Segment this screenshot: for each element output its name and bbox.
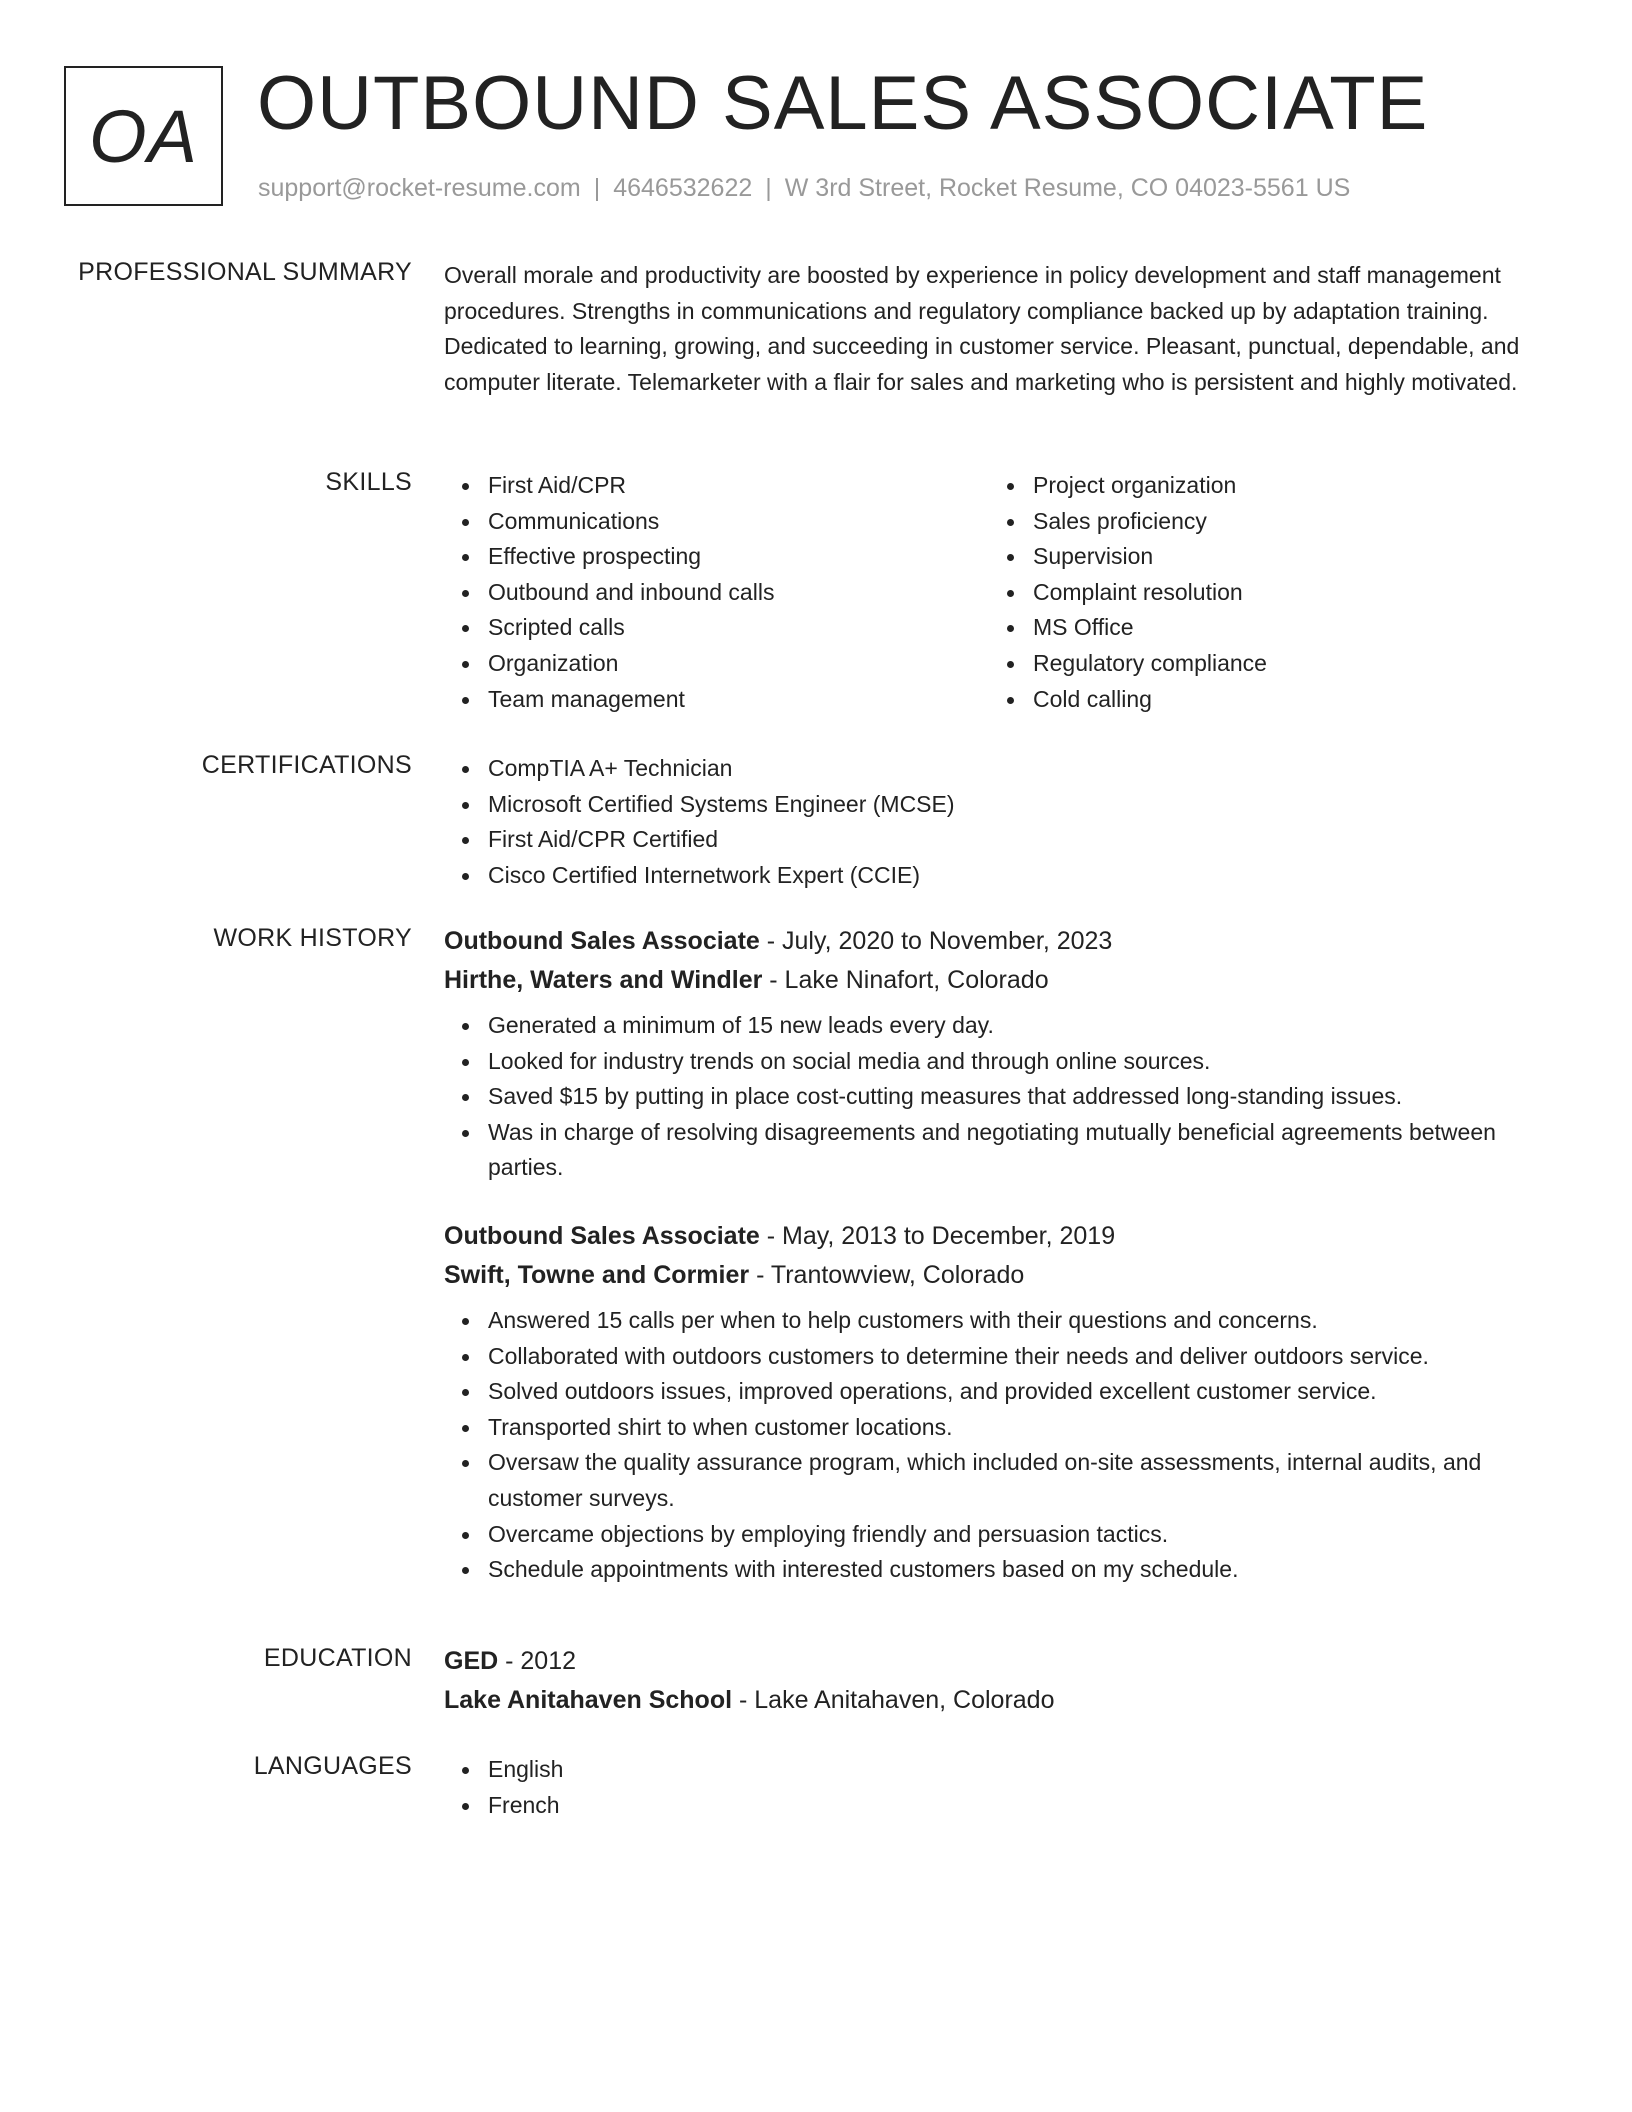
languages-list <box>444 1752 1562 1823</box>
skills-list-left <box>444 468 989 717</box>
job-bullet: Looked for industry trends on social media and through online sources. <box>444 1044 1562 1080</box>
employer-location: - Lake Ninafort, Colorado <box>762 966 1049 994</box>
skills-list-right <box>989 468 1534 717</box>
employer-location: - Trantowview, Colorado <box>749 1260 1025 1289</box>
section-heading: EDUCATION <box>263 1644 412 1672</box>
job-bullet: Solved outdoors issues, improved operations, and provided excellent customer service. <box>444 1374 1562 1410</box>
skill-item: Organization <box>444 646 989 682</box>
section-heading: SKILLS <box>325 468 412 496</box>
certification-item: Cisco Certified Internetwork Expert (CCIE) <box>444 858 1562 894</box>
section-heading: LANGUAGES <box>253 1752 412 1780</box>
contact-email: support@rocket-resume.com <box>258 174 581 202</box>
job-title: Outbound Sales Associate <box>444 1221 760 1250</box>
degree-year: - 2012 <box>498 1647 577 1675</box>
skill-item: Complaint resolution <box>989 575 1534 611</box>
job-bullet: Answered 15 calls per when to help customers with their questions and concerns. <box>444 1303 1562 1339</box>
skill-item: Communications <box>444 504 989 540</box>
candidate-name: OUTBOUND SALES ASSOCIATE <box>257 61 1429 146</box>
skill-item: First Aid/CPR <box>444 468 989 504</box>
job-bullet: Collaborated with outdoors customers to determine their needs and deliver outdoors service. <box>444 1339 1562 1375</box>
job-bullets <box>444 1303 1562 1588</box>
section-heading: CERTIFICATIONS <box>201 751 412 779</box>
certifications-list <box>444 751 1562 893</box>
employer-name: Swift, Towne and Cormier <box>444 1260 750 1289</box>
skill-item: Cold calling <box>989 682 1534 718</box>
skill-item: Sales proficiency <box>989 504 1534 540</box>
monogram-badge: OA <box>64 66 223 206</box>
skill-item: Project organization <box>989 468 1534 504</box>
school-location: - Lake Anitahaven, Colorado <box>732 1686 1055 1714</box>
degree-name: GED <box>444 1647 499 1675</box>
certification-item: CompTIA A+ Technician <box>444 751 1562 787</box>
contact-address: W 3rd Street, Rocket Resume, CO 04023-5561 US <box>784 174 1351 202</box>
skill-item: Scripted calls <box>444 610 989 646</box>
job-entry <box>444 922 1562 1186</box>
language-item: English <box>444 1752 1562 1788</box>
skill-item: Supervision <box>989 539 1534 575</box>
language-item: French <box>444 1788 1562 1824</box>
job-bullet: Was in charge of resolving disagreements and negotiating mutually beneficial agreements between parties. <box>444 1115 1562 1186</box>
certification-item: First Aid/CPR Certified <box>444 822 1562 858</box>
degree-line <box>444 1642 1562 1681</box>
skill-item: Outbound and inbound calls <box>444 575 989 611</box>
job-bullet: Schedule appointments with interested customers based on my schedule. <box>444 1552 1562 1588</box>
resume-header <box>64 61 1564 216</box>
job-bullet: Saved $15 by putting in place cost-cutting measures that addressed long-standing issues. <box>444 1079 1562 1115</box>
section-heading: WORK HISTORY <box>213 924 412 952</box>
job-title: Outbound Sales Associate <box>444 927 760 955</box>
job-bullets <box>444 1008 1562 1186</box>
job-entry <box>444 1217 1562 1588</box>
section-heading: PROFESSIONAL SUMMARY <box>78 258 412 286</box>
job-bullet: Transported shirt to when customer locations. <box>444 1410 1562 1446</box>
skill-item: Regulatory compliance <box>989 646 1534 682</box>
skill-item: Team management <box>444 682 989 718</box>
contact-separator: | <box>593 174 601 202</box>
school-name: Lake Anitahaven School <box>444 1686 733 1714</box>
job-title-line <box>444 1217 1562 1256</box>
contact-phone: 4646532622 <box>613 174 753 202</box>
contact-line <box>258 174 1350 203</box>
employer-line <box>444 961 1562 1000</box>
skill-item: MS Office <box>989 610 1534 646</box>
school-line <box>444 1681 1562 1720</box>
summary-text: Overall morale and productivity are boosted by experience in policy development and staff management procedures. Strengths in communications and regulatory compliance backed up by adaptation training. Dedicated to learning, growing, and succeeding in customer service. Pleasant, punctual, dependable, and computer literate. Telemarketer with a flair for sales and marketing who is persistent and highly motivated. <box>444 262 1520 395</box>
job-bullet: Generated a minimum of 15 new leads every day. <box>444 1008 1562 1044</box>
employer-name: Hirthe, Waters and Windler <box>444 966 763 994</box>
skill-item: Effective prospecting <box>444 539 989 575</box>
job-dates: - May, 2013 to December, 2019 <box>759 1221 1116 1250</box>
certification-item: Microsoft Certified Systems Engineer (MCSE) <box>444 787 1562 823</box>
contact-separator: | <box>765 174 772 202</box>
job-dates: - July, 2020 to November, 2023 <box>759 927 1113 955</box>
job-title-line <box>444 922 1562 961</box>
job-bullet: Overcame objections by employing friendly and persuasion tactics. <box>444 1517 1562 1553</box>
employer-line <box>444 1256 1562 1295</box>
job-bullet: Oversaw the quality assurance program, which included on-site assessments, internal audits, and customer surveys. <box>444 1445 1562 1516</box>
